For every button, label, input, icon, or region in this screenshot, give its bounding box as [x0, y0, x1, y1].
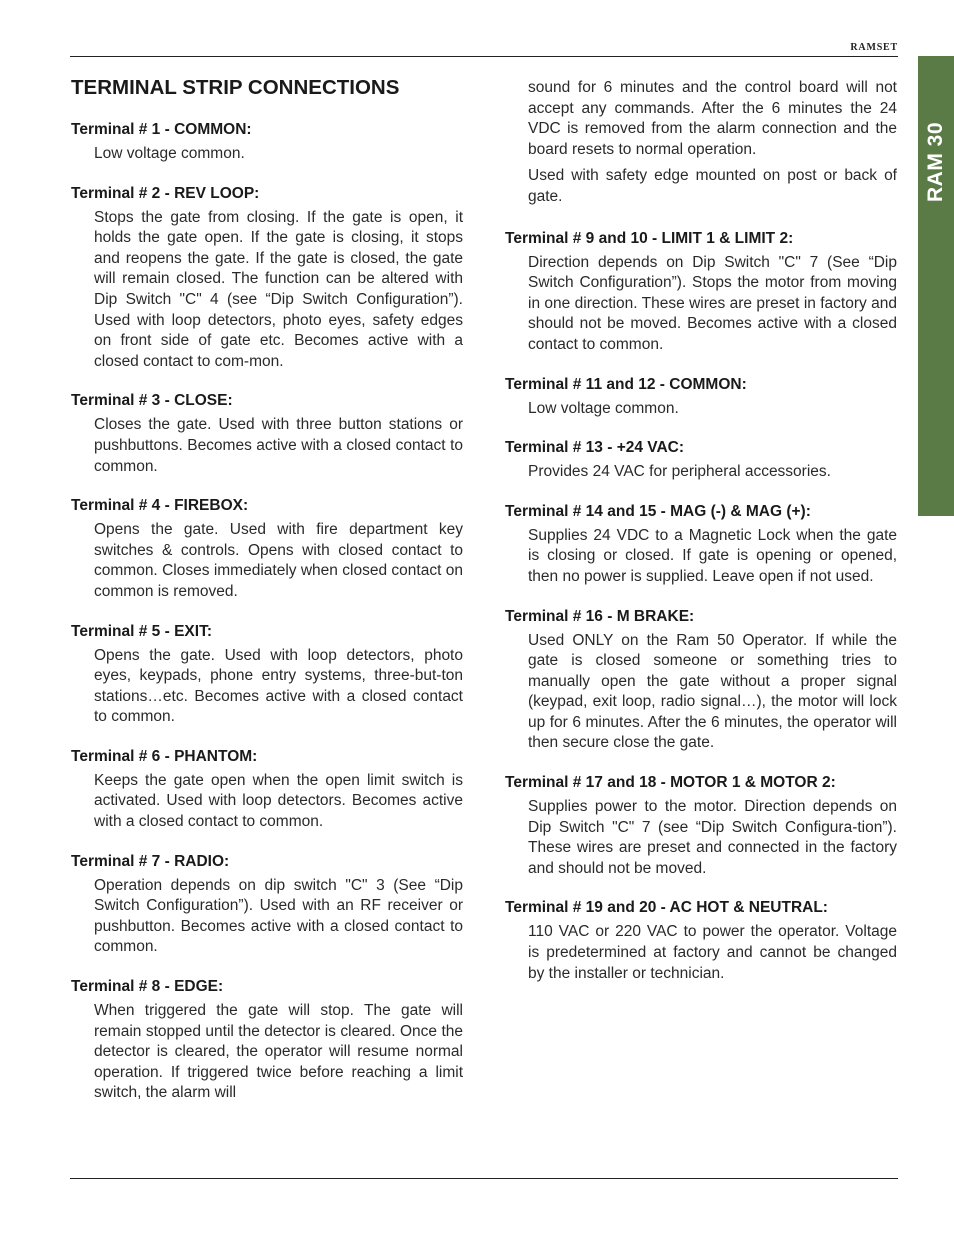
terminal-description: Stops the gate from closing. If the gate is open, it holds the gate open. If the gate is closing, it stops and reopens the gate. If the gate is closed, the gate will remain closed. The function can be altered with Dip Switch "C" 4 (see “Dip Switch Configuration”). Used with loop detectors, photo eyes, safety edges on front side of gate etc. Becomes active with a closed contact to com-mon. — [94, 208, 463, 370]
top-divider — [70, 56, 898, 57]
terminal-heading: Terminal # 19 and 20 - AC HOT & NEUTRAL: — [505, 899, 828, 917]
terminal-description: Low voltage common. — [94, 145, 245, 162]
page-title: TERMINAL STRIP CONNECTIONS — [71, 76, 400, 99]
left-column — [71, 72, 463, 1123]
terminal-section — [71, 496, 463, 602]
terminal-section — [505, 898, 897, 984]
bottom-divider — [70, 1178, 898, 1179]
terminal-description: Supplies power to the motor. Direction depends on Dip Switch "C" 7 (see “Dip Switch Configura-tion”). These wires are preset and connected in the factory and should not be moved. — [528, 798, 897, 877]
terminal-heading: Terminal # 4 - FIREBOX: — [71, 497, 249, 515]
terminal-description: Operation depends on dip switch "C" 3 (See “Dip Switch Configuration”). Used with an RF receiver or pushbutton. Becomes active with a closed contact to common. — [94, 876, 463, 956]
terminal-heading: Terminal # 2 - REV LOOP: — [71, 184, 260, 202]
right-sections — [505, 229, 897, 985]
terminal-description: 110 VAC or 220 VAC to power the operator. Voltage is predetermined at factory and cannot be changed by the installer or technician. — [528, 923, 897, 982]
terminal-description: Keeps the gate open when the open limit switch is activated. Used with loop detectors. Becomes active with a closed contact to common. — [94, 771, 463, 831]
terminal-heading: Terminal # 17 and 18 - MOTOR 1 & MOTOR 2: — [505, 774, 836, 792]
right-column — [505, 78, 897, 1003]
terminal-description: Opens the gate. Used with fire department key switches & controls. Opens with closed contact to common. Closes immediately when closed contact on common is removed. — [94, 521, 463, 600]
terminal-section — [505, 502, 897, 588]
terminal-heading: Terminal # 14 and 15 - MAG (-) & MAG (+): — [505, 502, 811, 520]
terminal-heading: Terminal # 9 and 10 - LIMIT 1 & LIMIT 2: — [505, 229, 794, 247]
terminal-section — [71, 120, 463, 165]
terminal-heading: Terminal # 7 - RADIO: — [71, 852, 230, 870]
terminal-section — [71, 184, 463, 373]
terminal-section — [71, 622, 463, 728]
terminal-section — [505, 375, 897, 420]
terminal-heading: Terminal # 6 - PHANTOM: — [71, 747, 258, 765]
terminal-description: Supplies 24 VDC to a Magnetic Lock when the gate is closing or closed. If gate is opening or opened, then no power is supplied. Leave open if not used. — [528, 526, 897, 585]
terminal-heading: Terminal # 3 - CLOSE: — [71, 392, 233, 410]
terminal-heading: Terminal # 11 and 12 - COMMON: — [505, 375, 747, 393]
terminal-description: Low voltage common. — [528, 399, 679, 417]
terminal-description: Closes the gate. Used with three button stations or pushbuttons. Becomes active with a closed contact to common. — [94, 416, 463, 475]
terminal-section — [71, 391, 463, 477]
continued-text — [505, 78, 897, 208]
terminal-section — [71, 977, 463, 1104]
terminal-section — [505, 438, 897, 483]
terminal-section — [505, 607, 897, 755]
terminal-heading: Terminal # 13 - +24 VAC: — [505, 439, 685, 457]
continued-paragraph: sound for 6 minutes and the control board will not accept any commands. After the 6 minutes the 24 VDC is removed from the alarm connection and the board resets to normal operation. — [528, 79, 897, 158]
terminal-description: When triggered the gate will stop. The gate will remain stopped until the detector is cleared. Once the detector is cleared, the operator will resume normal operation. If triggered twice before reaching a limit switch, the alarm will — [94, 1002, 463, 1102]
continued-paragraph: Used with safety edge mounted on post or back of gate. — [528, 167, 897, 205]
brand-header: RAMSET — [850, 42, 898, 53]
terminal-section — [505, 229, 897, 356]
terminal-heading: Terminal # 8 - EDGE: — [71, 978, 224, 996]
terminal-heading: Terminal # 16 - M BRAKE: — [505, 607, 695, 625]
terminal-description: Provides 24 VAC for peripheral accessories. — [528, 463, 831, 481]
terminal-section — [71, 747, 463, 833]
terminal-description: Direction depends on Dip Switch "C" 7 (See “Dip Switch Configuration”). Stops the motor from moving in one direction. These wires are preset in factory and should not be moved. Becomes active with a closed contact to common. — [528, 253, 897, 353]
terminal-description: Used ONLY on the Ram 50 Operator. If while the gate is closed someone or something tries to manually open the gate without a proper signal (keypad, exit loop, radio signal…), the motor will lock up for 6 minutes. After the 6 minutes, the operator will then secure close the gate. — [528, 631, 897, 752]
side-tab — [918, 56, 954, 516]
terminal-description: Opens the gate. Used with loop detectors, photo eyes, keypads, phone entry systems, three-but-ton stations…etc. Becomes active with a closed contact to common. — [94, 646, 463, 726]
terminal-section — [505, 773, 897, 879]
side-tab-label: RAM 30 — [924, 121, 947, 203]
terminal-section — [71, 852, 463, 958]
left-sections — [71, 120, 463, 1104]
terminal-heading: Terminal # 1 - COMMON: — [71, 121, 252, 138]
terminal-heading: Terminal # 5 - EXIT: — [71, 622, 212, 640]
